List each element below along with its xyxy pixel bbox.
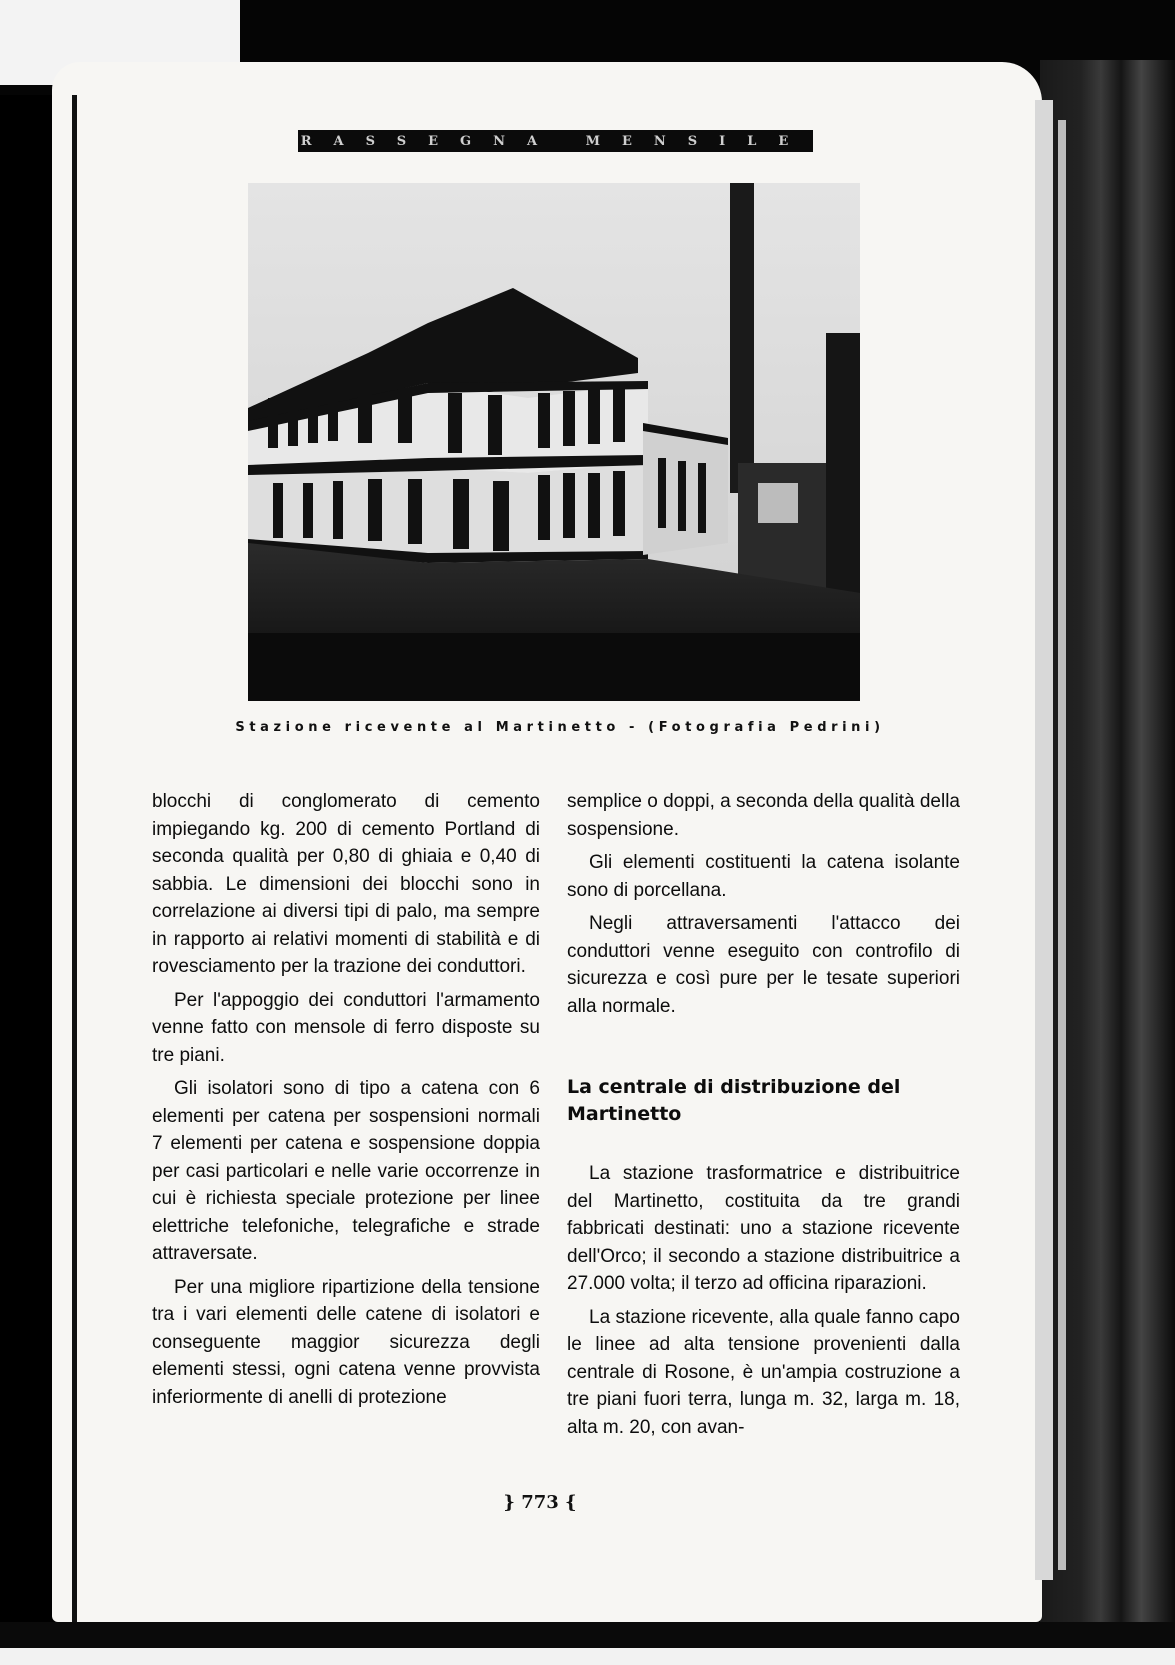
building-photo <box>248 183 860 701</box>
running-header <box>298 130 813 152</box>
paragraph: semplice o doppi, a seconda della qualità della sospensione. <box>567 791 960 840</box>
left-column <box>152 788 540 1417</box>
scan-border-bottom-white <box>0 1648 1175 1665</box>
page-edge-strip <box>1035 100 1053 1580</box>
paragraph: Gli isolatori sono di tipo a catena con 6 elementi per catena per sospensioni normali 7 elementi per catena e sospensione doppia per casi particolari e nelle varie occorrenze in cui è richiesta speciale protezione per linee elettriche telefoniche, telegrafiche e strade attraversate. <box>152 1078 540 1264</box>
page-number: } 773 { <box>503 1492 577 1513</box>
running-title: RASSEGNA MENSILE <box>300 133 811 149</box>
paragraph: Negli attraversamenti l'attacco dei conduttori venne eseguito con controfilo di sicurezza e così pure per le tesate superiori alla normale. <box>567 913 960 1017</box>
paragraph: Gli elementi costituenti la catena isolante sono di porcellana. <box>567 852 960 901</box>
page-left-rule <box>72 95 77 1655</box>
paragraph: blocchi di conglomerato di cemento impiegando kg. 200 di cemento Portland di seconda qualità per 0,80 di ghiaia e 0,40 di sabbia. Le dimensioni dei blocchi sono in correlazione ai diversi tipi di palo, ma sempre in rapporto ai relativi momenti di stabilità e di rovesciamento per la trazione dei conduttori. <box>152 791 540 977</box>
paragraph: Per l'appoggio dei conduttori l'armamento venne fatto con mensole di ferro disposte su tre piani. <box>152 989 540 1066</box>
page-edge-strip <box>1058 120 1066 1570</box>
section-heading: La centrale di distribuzione del Martinetto <box>567 1076 901 1125</box>
paragraph: Per una migliore ripartizione della tensione tra i vari elementi delle catene di isolatori e conseguente maggior sicurezza degli elementi stessi, ogni catena venne provvista inferiormente di anelli di protezione <box>152 1276 540 1408</box>
paragraph: La stazione trasformatrice e distribuitrice del Martinetto, costituita da tre grandi fabbricati destinati: uno a stazione ricevente dell'Orco; il secondo a stazione distribuitrice a 27.000 volta; il terzo ad officina riparazioni. <box>567 1163 960 1294</box>
paragraph: La stazione ricevente, alla quale fanno capo le linee ad alta tensione provenienti dalla centrale di Rosone, è un'ampia costruzione a tre piani fuori terra, lunga m. 32, larga m. 18, alta m. 20, con avan- <box>567 1306 960 1438</box>
figure-caption: Stazione ricevente al Martinetto - (Fotografia Pedrini) <box>235 720 885 735</box>
right-column <box>567 788 960 1447</box>
